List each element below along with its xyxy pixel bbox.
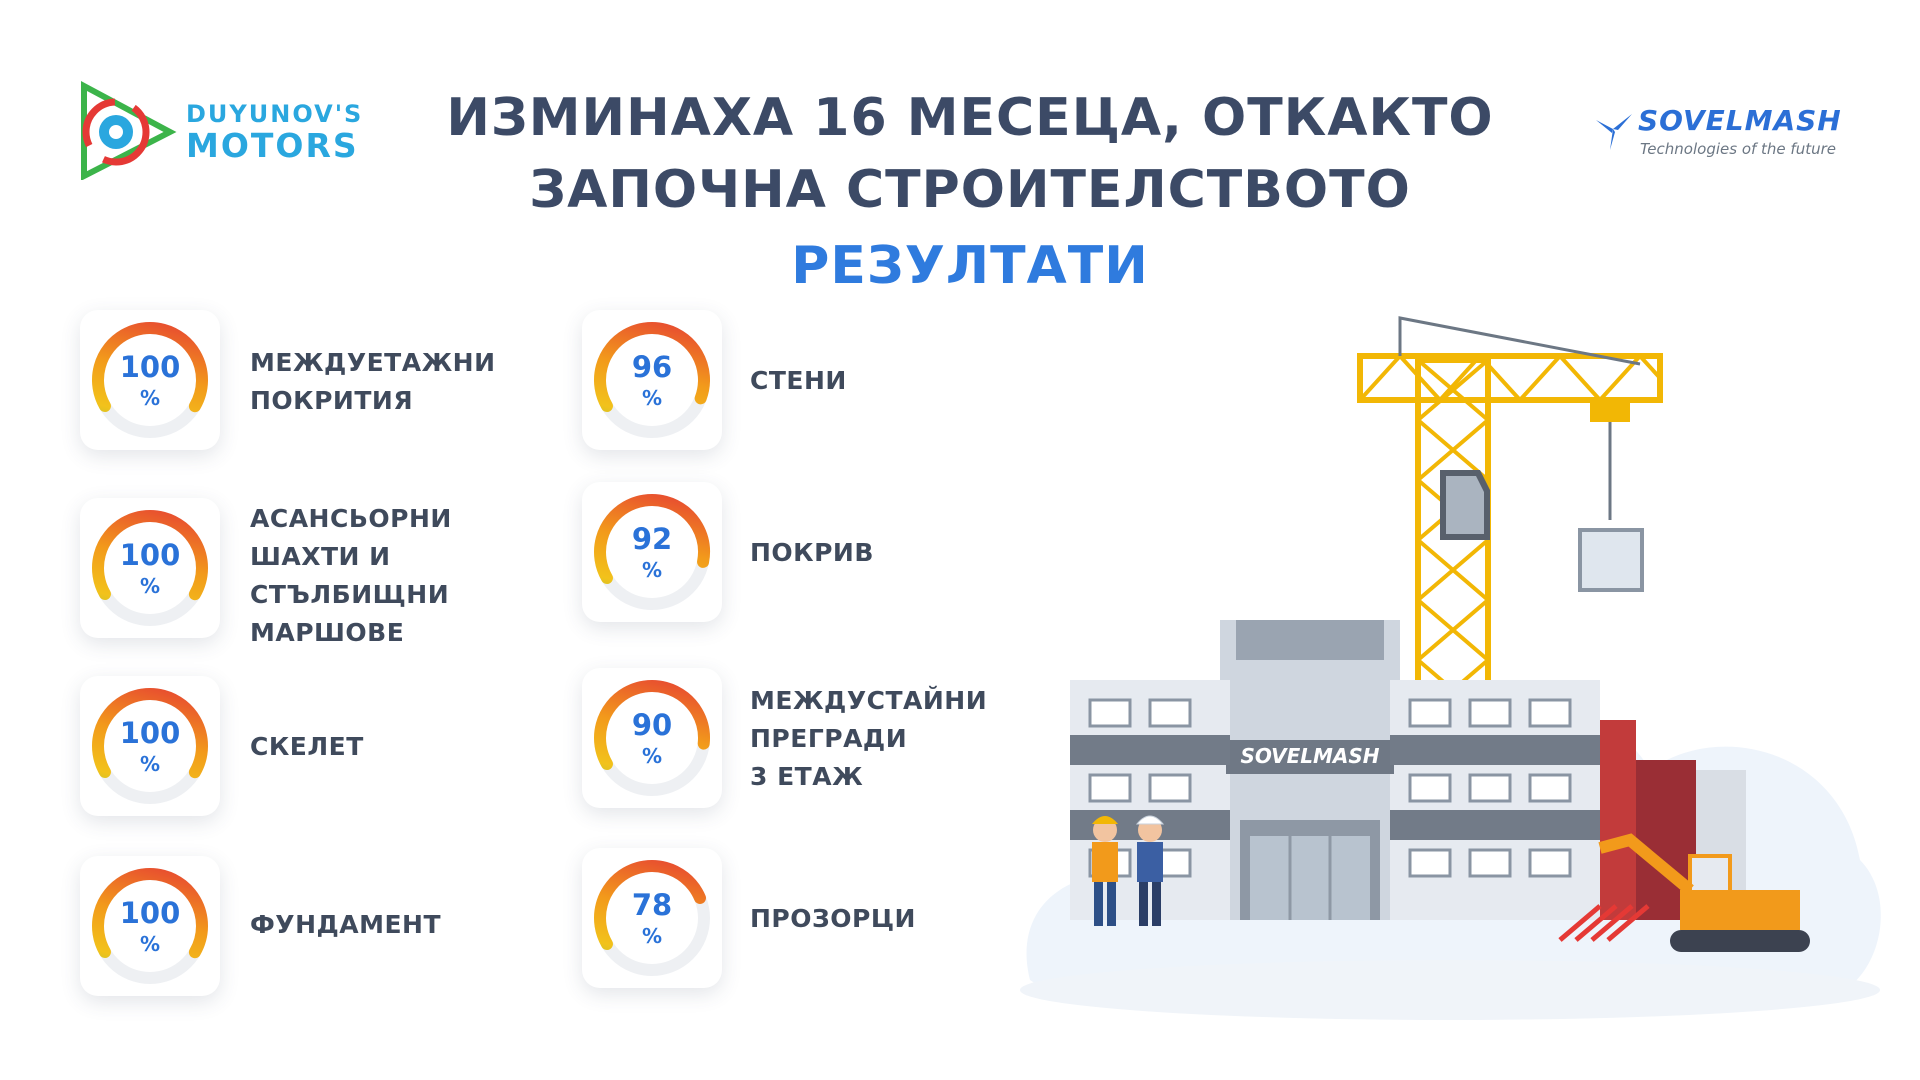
stat-unit: % <box>139 932 161 956</box>
stat-label-partitions: МЕЖДУСТАЙНИ ПРЕГРАДИ 3 ЕТАЖ <box>750 686 988 791</box>
stat-value: 90 <box>631 708 673 742</box>
stat-label-walls: СТЕНИ <box>750 366 847 395</box>
stat-card-elevator-shafts <box>80 498 220 638</box>
logo-text-top: DUYUNOV'S <box>186 100 364 128</box>
stat-card-partitions <box>582 668 722 808</box>
stat-value: 92 <box>631 522 673 556</box>
stat-value: 78 <box>631 888 673 922</box>
stat-label-elevator-shafts: АСАНСЬОРНИ ШАХТИ И СТЪЛБИЩНИ МАРШОВЕ <box>250 504 452 647</box>
stat-label-foundation: ФУНДАМЕНТ <box>250 910 442 939</box>
stat-card-floor-slabs <box>80 310 220 450</box>
tower-crane-icon <box>1360 318 1660 740</box>
triangle-rotor-logo-icon <box>78 80 178 180</box>
title-line-2: ЗАПОЧНА СТРОИТЕЛСТВОТО <box>529 160 1411 220</box>
sovelmash-name: SOVELMASH <box>1638 104 1842 137</box>
stat-value: 100 <box>119 896 181 930</box>
stat-card-foundation <box>80 856 220 996</box>
stat-unit: % <box>641 744 663 768</box>
logo-text-bottom: MOTORS <box>186 126 359 165</box>
building-sign: SOVELMASH <box>1240 744 1380 768</box>
stat-card-walls <box>582 310 722 450</box>
stat-value: 100 <box>119 538 181 572</box>
stat-card-roof <box>582 482 722 622</box>
stat-label-floor-slabs: МЕЖДУЕТАЖНИ ПОКРИТИЯ <box>250 348 496 415</box>
stat-label-skeleton: СКЕЛЕТ <box>250 732 364 761</box>
sovelmash-tagline: Technologies of the future <box>1640 140 1837 158</box>
stat-unit: % <box>139 574 161 598</box>
sovelmash-logo <box>1590 100 1870 160</box>
stat-card-skeleton <box>80 676 220 816</box>
stat-unit: % <box>139 752 161 776</box>
stat-unit: % <box>641 558 663 582</box>
stat-label-windows: ПРОЗОРЦИ <box>750 904 916 933</box>
stat-card-windows <box>582 848 722 988</box>
stat-unit: % <box>641 386 663 410</box>
construction-illustration <box>1000 300 1900 1020</box>
stat-unit: % <box>641 924 663 948</box>
turbine-logo-icon <box>1590 106 1636 152</box>
duyunovs-motors-logo <box>78 80 364 180</box>
stat-value: 100 <box>119 716 181 750</box>
title-line-1: ИЗМИНАХА 16 МЕСЕЦА, ОТКАКТО <box>446 88 1494 148</box>
results-heading: РЕЗУЛТАТИ <box>791 236 1149 296</box>
building-icon <box>1070 620 1746 920</box>
stat-label-roof: ПОКРИВ <box>750 538 874 567</box>
stat-value: 96 <box>631 350 673 384</box>
stat-unit: % <box>139 386 161 410</box>
stat-value: 100 <box>119 350 181 384</box>
